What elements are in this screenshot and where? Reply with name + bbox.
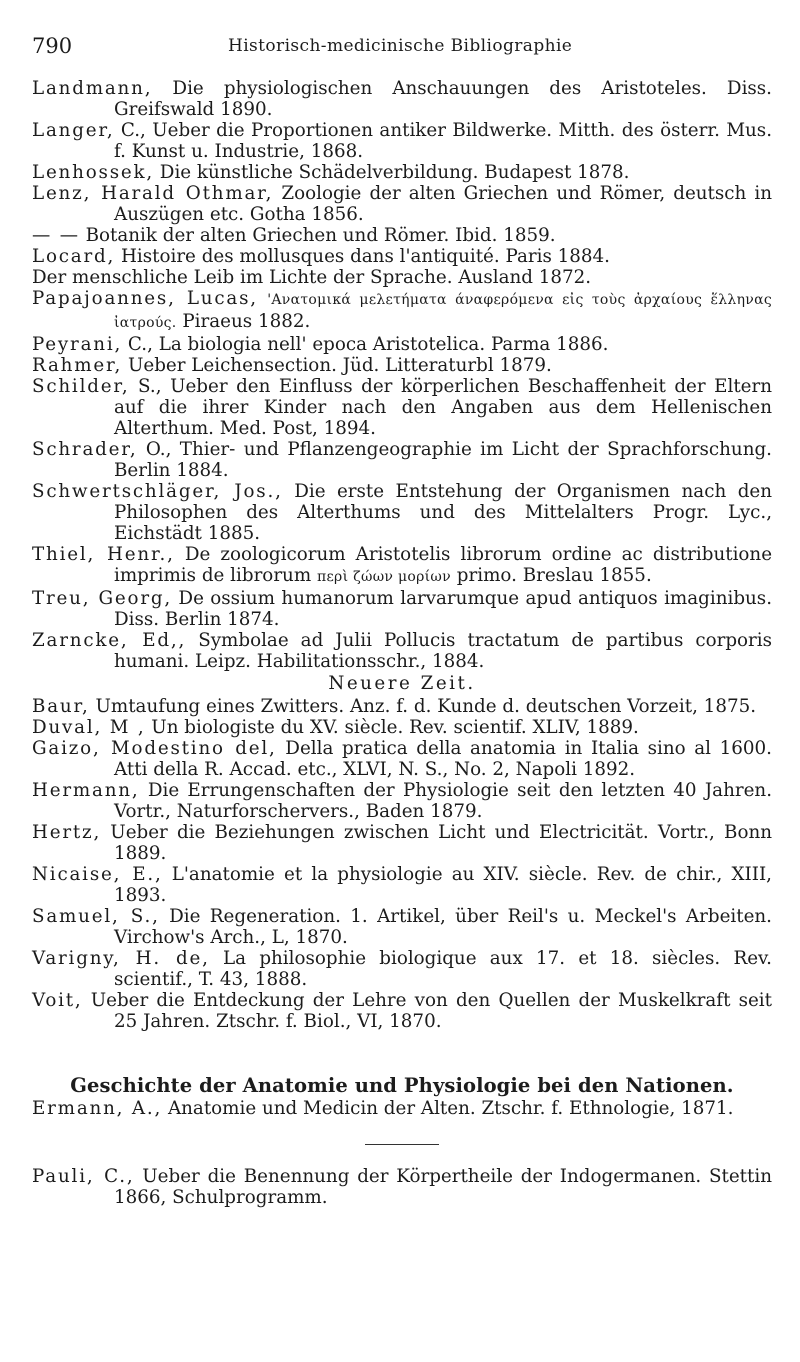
entry-author: Ermann, A.,	[32, 1098, 163, 1119]
entry-author: Duval, M ,	[32, 717, 146, 738]
entry-author: Papajoannes, Lucas,	[32, 288, 258, 309]
section-heading-neuere-zeit: Neuere Zeit.	[328, 673, 476, 694]
bibliography-entry	[32, 717, 772, 738]
entry-text: Die Errungenschaften der Physiologie seit den letzten 40 Jahren. Vortr., Naturforschervers., Baden 1879.	[114, 780, 773, 822]
bibliography-entry	[32, 906, 772, 948]
bibliography-entry	[32, 780, 772, 822]
entry-author: Schrader,	[32, 439, 138, 460]
entry-text: Symbolae ad Julii Pollucis tractatum de partibus corporis humani. Leipz. Habilitationsschr., 1884.	[114, 630, 773, 672]
bibliography-entry	[32, 288, 772, 334]
entry-author: Schwertschläger, Jos.,	[32, 481, 283, 502]
bibliography-entry	[32, 864, 772, 906]
entry-author: Langer,	[32, 120, 115, 141]
entry-text: C., La biologia nell' epoca Aristotelica. Parma 1886.	[127, 334, 609, 355]
bibliography-entry	[32, 696, 772, 717]
entry-text: C., Ueber die Proportionen antiker Bildwerke. Mitth. des österr. Mus. f. Kunst u. Industrie, 1868.	[114, 120, 773, 162]
entry-text: Piraeus 1882.	[182, 311, 311, 332]
entry-author: Lenhossek,	[32, 162, 154, 183]
bibliography-entry	[32, 588, 772, 630]
entry-author: Pauli, C.,	[32, 1166, 135, 1187]
entry-author: Zarncke, Ed,,	[32, 630, 187, 651]
bibliography-entry	[32, 822, 772, 864]
bibliography-entry	[32, 630, 772, 672]
entry-author: Locard,	[32, 246, 116, 267]
entry-text: S., Ueber den Einfluss der körperlichen Beschaffenheit der Eltern auf die ihrer Kinder nach den Angaben aus dem Hellenischen Alterthum. Med. Post, 1894.	[114, 376, 772, 439]
entry-text: Die physiologischen Anschauungen des Aristoteles. Diss. Greifswald 1890.	[114, 78, 772, 120]
entries-modern	[32, 696, 772, 1032]
entry-author: Rahmer,	[32, 355, 123, 376]
entries-antiquity	[32, 78, 772, 672]
entry-text: Ueber die Benennung der Körpertheile der Indogermanen. Stettin 1866, Schulprogramm.	[114, 1166, 772, 1208]
entry-text-continued: primo. Breslau 1855.	[456, 565, 652, 586]
entry-author: Gaizo, Modestino del,	[32, 738, 277, 759]
entry-text: De ossium humanorum larvarumque apud antiquos imaginibus. Diss. Berlin 1874.	[114, 588, 772, 630]
entry-text: Ueber die Entdeckung der Lehre von den Quellen der Muskelkraft seit 25 Jahren. Ztschr. f. Biol., VI, 1870.	[90, 990, 772, 1032]
bibliography-entry	[32, 481, 772, 544]
entry-text: Zoologie der alten Griechen und Römer, deutsch in Auszügen etc. Gotha 1856.	[114, 183, 772, 225]
entry-text: L'anatomie et la physiologie au XIV. siècle. Rev. de chir., XIII, 1893.	[114, 864, 772, 906]
bibliography-entry	[32, 948, 772, 990]
entry-text: Della pratica della anatomia in Italia sino al 1600. Atti della R. Accad. etc., XLVI, N. S., No. 2, Napoli 1892.	[114, 738, 772, 780]
bibliography-entry	[32, 355, 772, 376]
entry-author: Nicaise, E.,	[32, 864, 163, 885]
entry-author: Varigny, H. de,	[32, 948, 210, 969]
entry-author: Baur,	[32, 696, 90, 717]
entry-text: De zoologicorum Aristotelis librorum ordine ac distributione imprimis de librorum	[114, 544, 773, 586]
entry-text: Histoire des mollusques dans l'antiquité. Paris 1884.	[120, 246, 610, 267]
bibliography-entry	[32, 376, 772, 439]
entry-text: Botanik der alten Griechen und Römer. Ibid. 1859.	[85, 225, 556, 246]
entry-text: O., Thier- und Pflanzengeographie im Licht der Sprachforschung. Berlin 1884.	[114, 439, 772, 481]
entry-text: Ueber Leichensection. Jüd. Litteraturbl 1879.	[127, 355, 552, 376]
bibliography-entry	[32, 78, 772, 120]
entry-text: La philosophie biologique aux 17. et 18. siècles. Rev. scientif., T. 43, 1888.	[114, 948, 772, 990]
entry-text: Un biologiste du XV. siècle. Rev. scientif. XLIV, 1889.	[151, 717, 639, 738]
entry-text: Die erste Entstehung der Organismen nach den Philosophen des Alterthums und des Mittelalters Progr. Lyc., Eichstädt 1885.	[114, 481, 772, 544]
entry-text: Der menschliche Leib im Lichte der Sprache. Ausland 1872.	[32, 267, 592, 288]
entry-author: Landmann,	[32, 78, 153, 99]
section-heading-nationen: Geschichte der Anatomie und Physiologie bei den Nationen.	[70, 1074, 734, 1097]
bibliography-entry	[32, 439, 772, 481]
entry-text: Anatomie und Medicin der Alten. Ztschr. f. Ethnologie, 1871.	[167, 1098, 734, 1119]
bibliography-entry	[32, 334, 772, 355]
bibliography-entry	[32, 1098, 772, 1119]
entry-author: Schilder,	[32, 376, 130, 397]
bibliography-entry	[32, 990, 772, 1032]
bibliography-entry	[32, 120, 772, 162]
page-number: 790	[32, 34, 73, 58]
entry-author: Samuel, S.,	[32, 906, 160, 927]
entry-author: Hertz,	[32, 822, 102, 843]
entry-author: Lenz, Harald Othmar,	[32, 183, 274, 204]
entry-author: Voit,	[32, 990, 83, 1011]
bibliography-entry	[32, 225, 772, 246]
bibliography-entry	[32, 1166, 772, 1208]
separator-rule	[365, 1144, 439, 1145]
entry-text: Umtaufung eines Zwitters. Anz. f. d. Kunde d. deutschen Vorzeit, 1875.	[95, 696, 757, 717]
entry-author: Hermann,	[32, 780, 140, 801]
running-head: Historisch-medicinische Bibliographie	[228, 36, 573, 56]
bibliography-entries	[32, 78, 772, 1208]
entry-greek-title: 'Ανατομικά μελετήματα άναφερόμενα εἰς τοὺς ἀρχαίους ἕλληνας ἰατρούς.	[114, 292, 772, 331]
entry-text: Ueber die Beziehungen zwischen Licht und Electricität. Vortr., Bonn 1889.	[110, 822, 773, 864]
entry-text: Die künstliche Schädelverbildung. Budapest 1878.	[159, 162, 630, 183]
entries-nations	[32, 1098, 772, 1119]
page-header	[32, 34, 592, 66]
bibliography-entry	[32, 246, 772, 267]
bibliography-entry	[32, 267, 772, 288]
entry-greek-title: περὶ ζώων μορίων	[316, 569, 451, 585]
bibliography-entry	[32, 162, 772, 183]
entry-author: — —	[32, 225, 80, 246]
bibliography-entry	[32, 544, 772, 588]
entry-author: Thiel, Henr.,	[32, 544, 175, 565]
bibliography-entry	[32, 183, 772, 225]
entry-author: Treu, Georg,	[32, 588, 173, 609]
bibliography-entry	[32, 738, 772, 780]
entry-text: Die Regeneration. 1. Artikel, über Reil's u. Meckel's Arbeiten. Virchow's Arch., L, 1870.	[114, 906, 772, 948]
entries-nations-continued	[32, 1166, 772, 1208]
entry-author: Peyrani,	[32, 334, 123, 355]
